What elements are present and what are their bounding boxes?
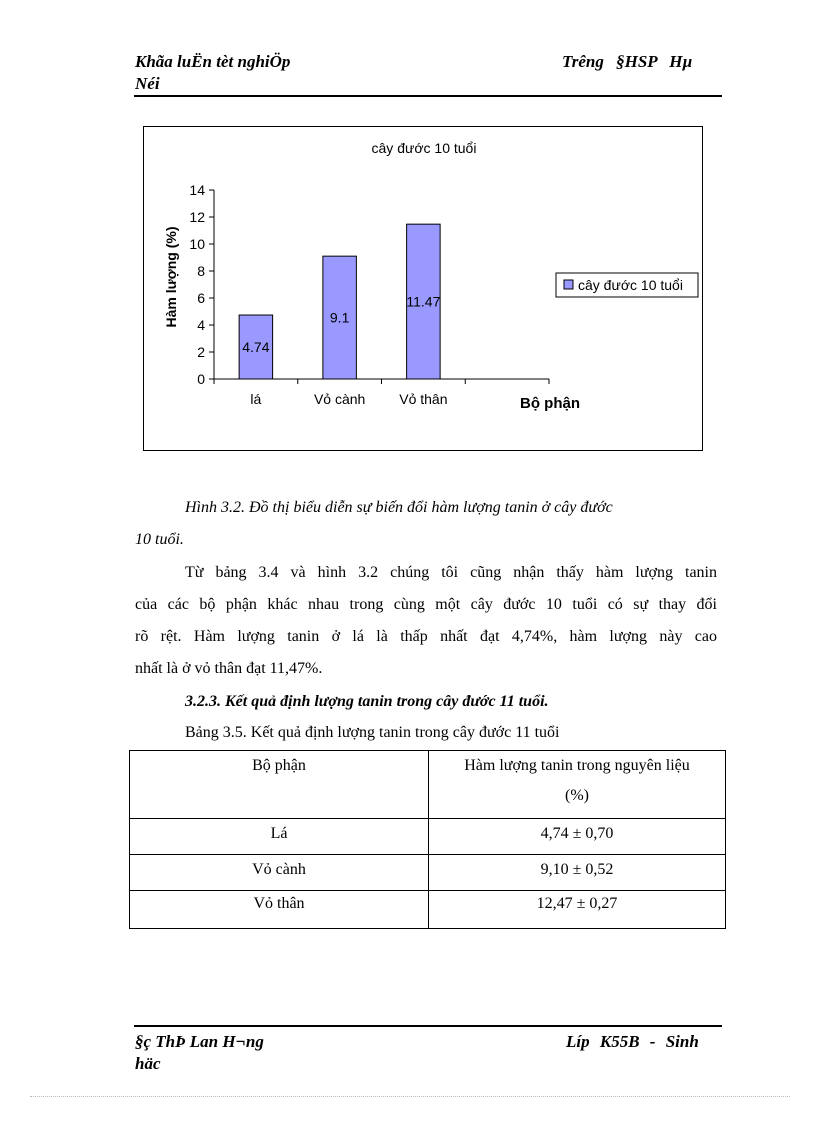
bar-chart — [144, 127, 704, 452]
footer-right-class: Líp K55B - Sinh — [566, 1032, 699, 1051]
x-tick-label: Vỏ cành — [313, 391, 366, 407]
x-tick-label: lá — [250, 391, 262, 407]
chart-legend — [556, 273, 698, 297]
cell-value: 12,47 ± 0,27 — [429, 891, 726, 929]
data-label: 9.1 — [329, 309, 350, 326]
footer-left-author-cont: häc — [135, 1054, 161, 1073]
header-cell-content — [429, 751, 726, 819]
table-header-row — [130, 751, 726, 819]
figure-caption-line2: 10 tuổi. — [135, 531, 184, 548]
table-caption: Bảng 3.5. Kết quả định lượng tanin trong cây đước 11 tuổi — [185, 724, 560, 741]
header-cell-part — [130, 751, 429, 819]
header-content-label: Hàm lượng tanin trong nguyên liệu — [464, 757, 690, 774]
y-axis-label: Hàm lượng (%) — [163, 226, 179, 328]
y-tick-label: 4 — [197, 317, 205, 333]
y-tick-label: 14 — [189, 182, 205, 198]
header-part-label: Bộ phận — [252, 757, 306, 774]
y-tick-label: 10 — [189, 236, 205, 252]
x-axis-label: Bộ phận — [520, 395, 580, 412]
header-rule — [134, 95, 722, 97]
table-row — [130, 819, 726, 855]
data-label: 4.74 — [242, 339, 270, 356]
legend-swatch — [564, 280, 573, 289]
header-left-title: Khãa luËn tèt nghiÖp — [135, 52, 291, 71]
section-heading: 3.2.3. Kết quả định lượng tanin trong cây đước 11 tuổi. — [185, 693, 549, 710]
figure-caption-line1: Hình 3.2. Đồ thị biểu diễn sự biến đổi hàm lượng tanin ở cây đước — [185, 499, 613, 516]
cell-part: Vỏ thân — [130, 891, 429, 929]
plot-area — [189, 182, 549, 407]
header-right-title: Trêng §HSP Hµ — [562, 52, 693, 71]
footer-left-author: §ç ThÞ Lan H¬ng — [135, 1032, 264, 1051]
cell-part: Vỏ cành — [130, 855, 429, 891]
page-bottom-dotted-line — [30, 1096, 790, 1097]
paragraph-line1: Từ bảng 3.4 và hình 3.2 chúng tôi cũng nhận thấy hàm lượng tanin — [185, 564, 717, 581]
table-row — [130, 891, 726, 929]
y-tick-label: 2 — [197, 344, 205, 360]
y-tick-label: 8 — [197, 263, 205, 279]
header-left-title-cont: Néi — [135, 74, 160, 93]
cell-value: 4,74 ± 0,70 — [429, 819, 726, 855]
chart-title: cây đước 10 tuổi — [371, 140, 477, 156]
cell-part: Lá — [130, 819, 429, 855]
paragraph-line3: rõ rệt. Hàm lượng tanin ở lá là thấp nhất đạt 4,74%, hàm lượng này cao — [135, 628, 717, 645]
y-tick-label: 6 — [197, 290, 205, 306]
paragraph-line4: nhất là ở vỏ thân đạt 11,47%. — [135, 660, 323, 677]
y-tick-label: 0 — [197, 371, 205, 387]
header-content-unit: (%) — [565, 787, 589, 804]
legend-entry: cây đước 10 tuổi — [578, 277, 683, 293]
cell-value: 9,10 ± 0,52 — [429, 855, 726, 891]
chart-frame — [143, 126, 703, 451]
footer-rule — [134, 1025, 722, 1027]
y-tick-label: 12 — [189, 209, 205, 225]
data-label: 11.47 — [406, 293, 441, 310]
paragraph-line2: của các bộ phận khác nhau trong cùng một cây đước 10 tuổi có sự thay đổi — [135, 596, 717, 613]
x-tick-label: Vỏ thân — [399, 391, 448, 407]
table-row — [130, 855, 726, 891]
results-table — [129, 750, 726, 929]
